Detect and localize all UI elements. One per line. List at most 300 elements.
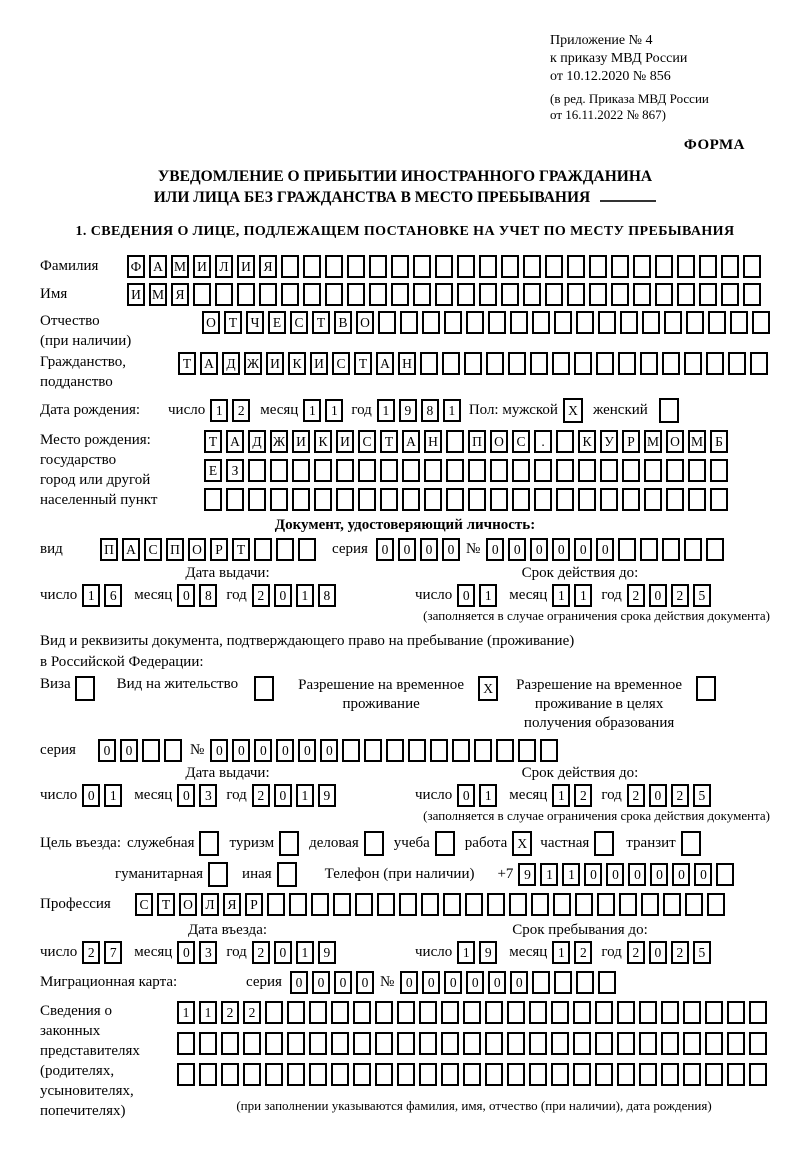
char-cell[interactable] — [573, 1032, 591, 1055]
char-cell[interactable] — [659, 398, 679, 423]
char-cell[interactable] — [309, 1032, 327, 1055]
char-cell[interactable] — [595, 1063, 613, 1086]
char-cell[interactable]: 2 — [82, 941, 100, 964]
char-cell[interactable] — [531, 893, 549, 916]
char-cell[interactable] — [331, 1032, 349, 1055]
char-cell[interactable]: О — [188, 538, 206, 561]
char-cell[interactable] — [655, 255, 673, 278]
char-cell[interactable] — [353, 1032, 371, 1055]
char-cell[interactable] — [270, 488, 288, 511]
char-cell[interactable]: 2 — [252, 784, 270, 807]
char-cell[interactable]: Л — [201, 893, 219, 916]
char-cell[interactable]: 0 — [650, 863, 668, 886]
char-cell[interactable]: А — [200, 352, 218, 375]
char-cell[interactable] — [618, 538, 636, 561]
sex-male-checkbox[interactable] — [563, 398, 583, 423]
char-cell[interactable] — [540, 739, 558, 762]
char-cell[interactable]: 1 — [562, 863, 580, 886]
char-cell[interactable] — [402, 488, 420, 511]
char-cell[interactable] — [721, 283, 739, 306]
char-cell[interactable] — [464, 352, 482, 375]
char-cell[interactable]: 0 — [312, 971, 330, 994]
char-cell[interactable]: 1 — [552, 941, 570, 964]
char-cell[interactable]: 8 — [199, 584, 217, 607]
char-cell[interactable] — [465, 893, 483, 916]
char-cell[interactable]: 0 — [488, 971, 506, 994]
char-cell[interactable] — [509, 893, 527, 916]
char-cell[interactable] — [512, 459, 530, 482]
char-cell[interactable]: С — [144, 538, 162, 561]
char-cell[interactable]: 2 — [671, 784, 689, 807]
char-cell[interactable]: 5 — [693, 784, 711, 807]
char-cell[interactable]: К — [288, 352, 306, 375]
staydoc-number-input[interactable] — [210, 739, 562, 762]
visa-checkbox[interactable] — [75, 676, 95, 701]
char-cell[interactable]: 0 — [177, 941, 195, 964]
char-cell[interactable] — [279, 831, 299, 856]
char-cell[interactable] — [640, 538, 658, 561]
char-cell[interactable]: 0 — [276, 739, 294, 762]
char-cell[interactable]: И — [310, 352, 328, 375]
char-cell[interactable] — [369, 255, 387, 278]
char-cell[interactable]: 0 — [298, 739, 316, 762]
char-cell[interactable]: П — [468, 430, 486, 453]
char-cell[interactable]: 9 — [479, 941, 497, 964]
char-cell[interactable] — [639, 1001, 657, 1024]
stay-year-input[interactable] — [627, 941, 715, 964]
char-cell[interactable] — [728, 352, 746, 375]
char-cell[interactable] — [419, 1032, 437, 1055]
iddoc-issue-month-input[interactable] — [177, 584, 221, 607]
char-cell[interactable]: 0 — [694, 863, 712, 886]
char-cell[interactable] — [485, 1001, 503, 1024]
char-cell[interactable]: А — [402, 430, 420, 453]
surname-input[interactable] — [127, 255, 765, 278]
char-cell[interactable]: 1 — [540, 863, 558, 886]
char-cell[interactable] — [468, 459, 486, 482]
char-cell[interactable]: Т — [232, 538, 250, 561]
char-cell[interactable]: У — [600, 430, 618, 453]
char-cell[interactable]: 1 — [104, 784, 122, 807]
char-cell[interactable] — [474, 739, 492, 762]
char-cell[interactable] — [463, 1063, 481, 1086]
char-cell[interactable] — [325, 283, 343, 306]
char-cell[interactable]: 3 — [199, 784, 217, 807]
char-cell[interactable] — [342, 739, 360, 762]
char-cell[interactable]: М — [644, 430, 662, 453]
char-cell[interactable]: И — [266, 352, 284, 375]
char-cell[interactable]: 0 — [649, 784, 667, 807]
char-cell[interactable]: Ж — [244, 352, 262, 375]
char-cell[interactable] — [532, 311, 550, 334]
char-cell[interactable] — [435, 831, 455, 856]
char-cell[interactable]: 0 — [457, 784, 475, 807]
char-cell[interactable] — [287, 1001, 305, 1024]
char-cell[interactable]: 0 — [274, 584, 292, 607]
char-cell[interactable] — [551, 1001, 569, 1024]
char-cell[interactable] — [420, 352, 438, 375]
char-cell[interactable] — [617, 1001, 635, 1024]
char-cell[interactable] — [752, 311, 770, 334]
char-cell[interactable]: 0 — [584, 863, 602, 886]
char-cell[interactable] — [380, 459, 398, 482]
char-cell[interactable] — [666, 488, 684, 511]
char-cell[interactable] — [685, 893, 703, 916]
char-cell[interactable] — [706, 352, 724, 375]
char-cell[interactable]: П — [166, 538, 184, 561]
char-cell[interactable]: 1 — [325, 399, 343, 422]
firstname-input[interactable] — [127, 283, 765, 306]
char-cell[interactable] — [378, 311, 396, 334]
char-cell[interactable] — [576, 971, 594, 994]
char-cell[interactable] — [237, 283, 255, 306]
char-cell[interactable] — [142, 739, 160, 762]
char-cell[interactable]: Е — [268, 311, 286, 334]
char-cell[interactable]: Т — [380, 430, 398, 453]
char-cell[interactable]: 9 — [518, 863, 536, 886]
char-cell[interactable] — [331, 1001, 349, 1024]
char-cell[interactable] — [710, 488, 728, 511]
purpose-tourism-checkbox[interactable] — [279, 831, 299, 856]
char-cell[interactable]: 0 — [422, 971, 440, 994]
char-cell[interactable] — [314, 459, 332, 482]
char-cell[interactable] — [532, 971, 550, 994]
char-cell[interactable] — [597, 893, 615, 916]
char-cell[interactable] — [281, 283, 299, 306]
char-cell[interactable]: 8 — [421, 399, 439, 422]
char-cell[interactable]: Д — [222, 352, 240, 375]
char-cell[interactable] — [684, 538, 702, 561]
iddoc-issue-year-input[interactable] — [252, 584, 340, 607]
char-cell[interactable]: X — [563, 398, 583, 423]
char-cell[interactable] — [749, 1063, 767, 1086]
char-cell[interactable]: В — [334, 311, 352, 334]
char-cell[interactable]: Т — [224, 311, 242, 334]
char-cell[interactable] — [501, 283, 519, 306]
char-cell[interactable] — [331, 1063, 349, 1086]
char-cell[interactable]: К — [578, 430, 596, 453]
char-cell[interactable] — [552, 352, 570, 375]
char-cell[interactable] — [441, 1001, 459, 1024]
char-cell[interactable] — [226, 488, 244, 511]
char-cell[interactable] — [375, 1032, 393, 1055]
char-cell[interactable]: З — [226, 459, 244, 482]
char-cell[interactable] — [677, 283, 695, 306]
char-cell[interactable] — [727, 1032, 745, 1055]
char-cell[interactable] — [309, 1001, 327, 1024]
char-cell[interactable] — [622, 488, 640, 511]
char-cell[interactable] — [534, 459, 552, 482]
char-cell[interactable] — [622, 459, 640, 482]
char-cell[interactable] — [556, 459, 574, 482]
char-cell[interactable]: С — [290, 311, 308, 334]
char-cell[interactable] — [683, 1001, 701, 1024]
char-cell[interactable] — [265, 1063, 283, 1086]
char-cell[interactable] — [589, 283, 607, 306]
char-cell[interactable] — [705, 1063, 723, 1086]
char-cell[interactable] — [554, 311, 572, 334]
char-cell[interactable] — [265, 1032, 283, 1055]
char-cell[interactable] — [289, 893, 307, 916]
char-cell[interactable]: 0 — [628, 863, 646, 886]
char-cell[interactable]: 1 — [177, 1001, 195, 1024]
char-cell[interactable] — [177, 1063, 195, 1086]
profession-input[interactable] — [135, 893, 729, 916]
char-cell[interactable] — [567, 283, 585, 306]
char-cell[interactable] — [598, 971, 616, 994]
char-cell[interactable] — [661, 1063, 679, 1086]
temp-permit-checkbox[interactable] — [478, 676, 498, 701]
char-cell[interactable] — [507, 1032, 525, 1055]
char-cell[interactable]: X — [512, 831, 532, 856]
char-cell[interactable] — [413, 255, 431, 278]
char-cell[interactable]: А — [149, 255, 167, 278]
char-cell[interactable] — [397, 1032, 415, 1055]
char-cell[interactable]: О — [490, 430, 508, 453]
char-cell[interactable] — [523, 283, 541, 306]
char-cell[interactable]: И — [127, 283, 145, 306]
char-cell[interactable]: 5 — [693, 584, 711, 607]
char-cell[interactable] — [314, 488, 332, 511]
char-cell[interactable]: 3 — [199, 941, 217, 964]
char-cell[interactable] — [529, 1001, 547, 1024]
char-cell[interactable]: 1 — [552, 784, 570, 807]
char-cell[interactable]: 2 — [627, 584, 645, 607]
char-cell[interactable] — [530, 352, 548, 375]
char-cell[interactable] — [554, 971, 572, 994]
char-cell[interactable] — [677, 255, 695, 278]
char-cell[interactable]: 0 — [510, 971, 528, 994]
char-cell[interactable] — [589, 255, 607, 278]
char-cell[interactable] — [430, 739, 448, 762]
purpose-humanitarian-checkbox[interactable] — [208, 862, 228, 887]
char-cell[interactable] — [444, 311, 462, 334]
char-cell[interactable]: 2 — [574, 784, 592, 807]
char-cell[interactable]: 0 — [444, 971, 462, 994]
char-cell[interactable]: И — [336, 430, 354, 453]
char-cell[interactable]: Е — [204, 459, 222, 482]
iddoc-valid-month-input[interactable] — [552, 584, 596, 607]
birthplace-input-line2[interactable] — [204, 459, 732, 482]
char-cell[interactable] — [400, 311, 418, 334]
char-cell[interactable]: 1 — [377, 399, 395, 422]
char-cell[interactable] — [501, 255, 519, 278]
char-cell[interactable] — [578, 488, 596, 511]
char-cell[interactable]: 7 — [104, 941, 122, 964]
staydoc-valid-year-input[interactable] — [627, 784, 715, 807]
char-cell[interactable]: Д — [248, 430, 266, 453]
representatives-input-line1[interactable] — [177, 1001, 771, 1024]
char-cell[interactable]: 0 — [486, 538, 504, 561]
char-cell[interactable] — [575, 893, 593, 916]
char-cell[interactable]: 0 — [466, 971, 484, 994]
char-cell[interactable] — [534, 488, 552, 511]
iddoc-type-input[interactable] — [100, 538, 320, 561]
char-cell[interactable] — [706, 538, 724, 561]
char-cell[interactable] — [377, 893, 395, 916]
citizenship-input[interactable] — [178, 352, 772, 375]
char-cell[interactable]: 6 — [104, 584, 122, 607]
char-cell[interactable]: 8 — [318, 584, 336, 607]
char-cell[interactable] — [727, 1063, 745, 1086]
birth-day-input[interactable] — [210, 399, 254, 422]
char-cell[interactable]: 2 — [574, 941, 592, 964]
char-cell[interactable] — [556, 430, 574, 453]
char-cell[interactable] — [243, 1032, 261, 1055]
char-cell[interactable] — [287, 1032, 305, 1055]
staydoc-valid-day-input[interactable] — [457, 784, 501, 807]
char-cell[interactable] — [336, 459, 354, 482]
char-cell[interactable] — [556, 488, 574, 511]
char-cell[interactable] — [705, 1001, 723, 1024]
char-cell[interactable] — [277, 862, 297, 887]
char-cell[interactable] — [545, 255, 563, 278]
char-cell[interactable] — [600, 459, 618, 482]
char-cell[interactable]: О — [666, 430, 684, 453]
char-cell[interactable] — [488, 311, 506, 334]
char-cell[interactable] — [490, 459, 508, 482]
char-cell[interactable] — [303, 255, 321, 278]
char-cell[interactable] — [358, 459, 376, 482]
iddoc-valid-year-input[interactable] — [627, 584, 715, 607]
char-cell[interactable] — [375, 1063, 393, 1086]
char-cell[interactable]: 1 — [199, 1001, 217, 1024]
char-cell[interactable] — [358, 488, 376, 511]
char-cell[interactable]: 0 — [274, 941, 292, 964]
char-cell[interactable]: 2 — [671, 584, 689, 607]
char-cell[interactable] — [485, 1032, 503, 1055]
char-cell[interactable] — [391, 283, 409, 306]
char-cell[interactable] — [364, 831, 384, 856]
char-cell[interactable] — [551, 1063, 569, 1086]
char-cell[interactable] — [507, 1001, 525, 1024]
char-cell[interactable]: 1 — [443, 399, 461, 422]
char-cell[interactable] — [496, 739, 514, 762]
char-cell[interactable] — [386, 739, 404, 762]
char-cell[interactable]: 2 — [627, 941, 645, 964]
char-cell[interactable] — [666, 459, 684, 482]
char-cell[interactable] — [727, 1001, 745, 1024]
iddoc-number-input[interactable] — [486, 538, 728, 561]
char-cell[interactable]: 0 — [334, 971, 352, 994]
char-cell[interactable] — [309, 1063, 327, 1086]
char-cell[interactable]: Н — [424, 430, 442, 453]
char-cell[interactable]: 1 — [296, 941, 314, 964]
char-cell[interactable] — [567, 255, 585, 278]
birth-month-input[interactable] — [303, 399, 347, 422]
char-cell[interactable]: С — [512, 430, 530, 453]
char-cell[interactable] — [364, 739, 382, 762]
char-cell[interactable] — [446, 459, 464, 482]
migcard-number-input[interactable] — [400, 971, 620, 994]
char-cell[interactable] — [421, 893, 439, 916]
char-cell[interactable]: 0 — [120, 739, 138, 762]
char-cell[interactable]: 0 — [400, 971, 418, 994]
sex-female-checkbox[interactable] — [659, 398, 679, 423]
char-cell[interactable]: Н — [398, 352, 416, 375]
char-cell[interactable]: 0 — [596, 538, 614, 561]
char-cell[interactable]: 9 — [318, 784, 336, 807]
purpose-work-checkbox[interactable] — [512, 831, 532, 856]
char-cell[interactable] — [551, 1032, 569, 1055]
representatives-input-line2[interactable] — [177, 1032, 771, 1055]
char-cell[interactable]: 0 — [177, 584, 195, 607]
char-cell[interactable] — [662, 538, 680, 561]
char-cell[interactable] — [699, 255, 717, 278]
char-cell[interactable] — [254, 676, 274, 701]
char-cell[interactable]: 1 — [82, 584, 100, 607]
char-cell[interactable]: Я — [223, 893, 241, 916]
char-cell[interactable]: 9 — [399, 399, 417, 422]
char-cell[interactable] — [466, 311, 484, 334]
char-cell[interactable] — [696, 676, 716, 701]
char-cell[interactable]: Ч — [246, 311, 264, 334]
char-cell[interactable] — [487, 893, 505, 916]
char-cell[interactable] — [419, 1063, 437, 1086]
char-cell[interactable]: 0 — [574, 538, 592, 561]
char-cell[interactable]: С — [358, 430, 376, 453]
char-cell[interactable] — [221, 1032, 239, 1055]
staydoc-issue-month-input[interactable] — [177, 784, 221, 807]
birthplace-input-line3[interactable] — [204, 488, 732, 511]
char-cell[interactable] — [435, 283, 453, 306]
char-cell[interactable] — [662, 352, 680, 375]
char-cell[interactable] — [611, 283, 629, 306]
char-cell[interactable]: Я — [259, 255, 277, 278]
char-cell[interactable]: Р — [622, 430, 640, 453]
char-cell[interactable]: А — [226, 430, 244, 453]
char-cell[interactable] — [248, 459, 266, 482]
char-cell[interactable] — [303, 283, 321, 306]
char-cell[interactable] — [402, 459, 420, 482]
char-cell[interactable] — [490, 488, 508, 511]
char-cell[interactable]: 0 — [254, 739, 272, 762]
char-cell[interactable] — [399, 893, 417, 916]
char-cell[interactable] — [743, 255, 761, 278]
char-cell[interactable] — [265, 1001, 283, 1024]
residence-checkbox[interactable] — [254, 676, 274, 701]
char-cell[interactable] — [75, 676, 95, 701]
char-cell[interactable]: Б — [710, 430, 728, 453]
char-cell[interactable] — [684, 352, 702, 375]
char-cell[interactable]: 9 — [318, 941, 336, 964]
char-cell[interactable] — [545, 283, 563, 306]
char-cell[interactable] — [215, 283, 233, 306]
char-cell[interactable] — [611, 255, 629, 278]
char-cell[interactable] — [435, 255, 453, 278]
char-cell[interactable]: 0 — [457, 584, 475, 607]
char-cell[interactable] — [422, 311, 440, 334]
char-cell[interactable] — [633, 283, 651, 306]
char-cell[interactable]: Ж — [270, 430, 288, 453]
migcard-series-input[interactable] — [290, 971, 378, 994]
entry-year-input[interactable] — [252, 941, 340, 964]
char-cell[interactable]: 0 — [606, 863, 624, 886]
char-cell[interactable]: Т — [178, 352, 196, 375]
char-cell[interactable]: А — [376, 352, 394, 375]
char-cell[interactable] — [243, 1063, 261, 1086]
char-cell[interactable] — [721, 255, 739, 278]
char-cell[interactable] — [270, 459, 288, 482]
stay-month-input[interactable] — [552, 941, 596, 964]
char-cell[interactable] — [457, 283, 475, 306]
char-cell[interactable] — [573, 1001, 591, 1024]
char-cell[interactable]: 0 — [442, 538, 460, 561]
char-cell[interactable]: 0 — [508, 538, 526, 561]
char-cell[interactable]: 2 — [232, 399, 250, 422]
char-cell[interactable] — [443, 893, 461, 916]
char-cell[interactable]: 2 — [671, 941, 689, 964]
